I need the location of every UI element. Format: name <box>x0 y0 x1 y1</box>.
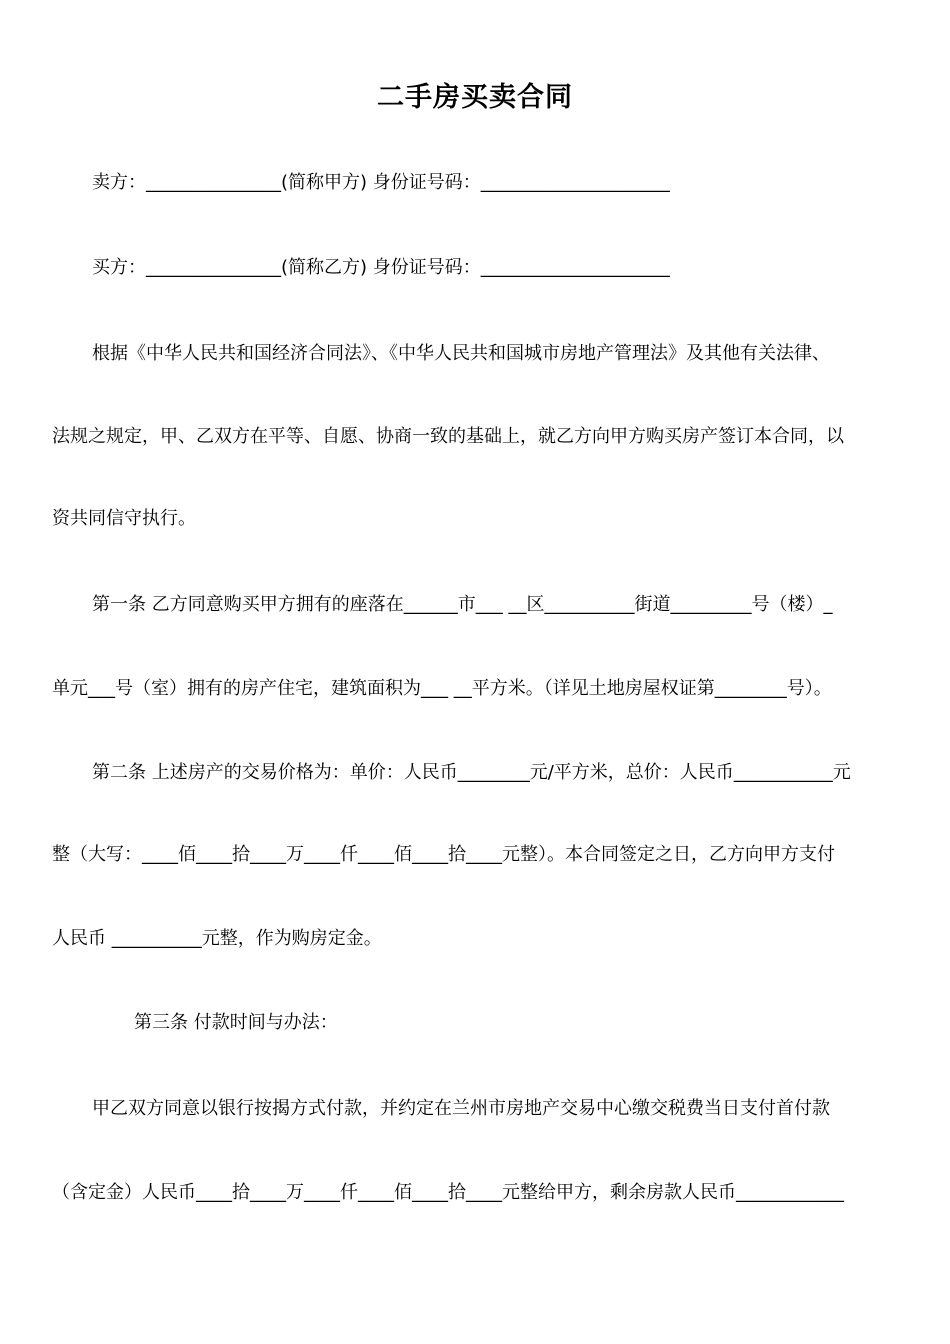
seller-line: 卖方：_______________(简称甲方) 身份证号码：_____________________ <box>92 172 670 193</box>
article-2-line-2: 整（大写：____佰____拾____万____仟____佰____拾____元整）。本合同签定之日，乙方向甲方支付 <box>52 844 835 865</box>
buyer-line: 买方：_______________(简称乙方) 身份证号码：_____________________ <box>92 257 670 278</box>
contract-title: 二手房买卖合同 <box>377 82 573 113</box>
article-2-line-3: 人民币 __________元整，作为购房定金。 <box>52 928 382 949</box>
article-1-line-2: 单元___号（室）拥有的房产住宅，建筑面积为___ __平方米。（详见土地房屋权证第________号）。 <box>52 678 832 699</box>
article-3-line-1: 甲乙双方同意以银行按揭方式付款，并约定在兰州市房地产交易中心缴交税费当日支付首付款 <box>92 1098 830 1119</box>
preamble-line-1: 根据《中华人民共和国经济合同法》、《中华人民共和国城市房地产管理法》及其他有关法律、 <box>92 343 830 364</box>
preamble-line-3: 资共同信守执行。 <box>52 508 196 529</box>
preamble-line-2: 法规之规定，甲、乙双方在平等、自愿、协商一致的基础上，就乙方向甲方购买房产签订本合同，以 <box>52 426 844 447</box>
article-3-heading: 第三条 付款时间与办法： <box>134 1012 338 1033</box>
article-1-line-1: 第一条 乙方同意购买甲方拥有的座落在______市___ __区__________街道_________号（楼）_ <box>92 594 833 615</box>
article-2-line-1: 第二条 上述房产的交易价格为：单价：人民币________元/平方米，总价：人民币___________元 <box>92 762 851 783</box>
article-3-line-2: （含定金）人民币____拾____万____仟____佰____拾____元整给甲方，剩余房款人民币____________ <box>52 1182 844 1203</box>
